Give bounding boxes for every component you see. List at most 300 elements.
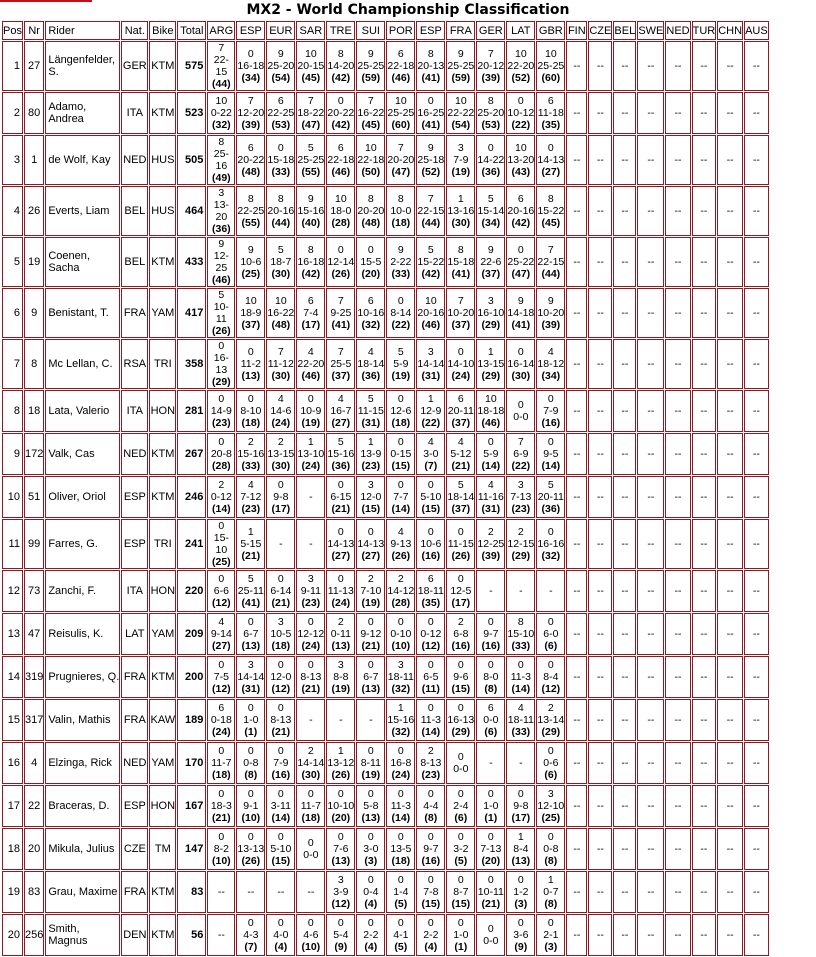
cell-round-result: --: [613, 41, 636, 91]
round-total: (12): [421, 640, 441, 652]
cell-nat: NED: [121, 433, 148, 475]
cell-round-result: [536, 742, 565, 784]
bonus-points: 5: [307, 142, 314, 154]
round-total: (27): [211, 640, 231, 652]
round-total: (6): [544, 769, 558, 781]
race-points: 7-13: [480, 843, 502, 855]
cell-round-result: [266, 135, 295, 185]
cell-round-result: [476, 914, 505, 956]
bonus-points: 10: [334, 193, 347, 205]
race-points: 12-25: [477, 538, 505, 550]
bonus-points: 0: [397, 788, 404, 800]
round-total: (5): [394, 941, 408, 953]
cell-nat: ITA: [121, 390, 148, 432]
round-total: (15): [451, 683, 471, 695]
race-points: 0-0: [513, 411, 529, 423]
cell-round-result: [356, 871, 385, 913]
cell-round-result: --: [717, 699, 743, 741]
bonus-points: 8: [307, 244, 314, 256]
cell-round-result: [356, 135, 385, 185]
cell-round-result: [506, 476, 535, 518]
cell-round-result: [446, 92, 475, 134]
cell-round-result: --: [637, 914, 664, 956]
cell-round-result: [476, 433, 505, 475]
cell-round-result: --: [744, 390, 769, 432]
round-total: (24): [391, 769, 411, 781]
cell-nr: 83: [24, 871, 44, 913]
round-total: (37): [241, 319, 261, 331]
cell-round-result: --: [692, 699, 717, 741]
round-total: (14): [271, 812, 291, 824]
round-total: (26): [331, 769, 351, 781]
cell-round-result: [236, 519, 265, 569]
round-total: (36): [211, 223, 231, 235]
race-points: 16-14: [507, 358, 535, 370]
cell-round-result: --: [236, 871, 265, 913]
bonus-points: 5: [547, 479, 554, 491]
race-points: 7-7: [393, 491, 409, 503]
cell-round-result: [506, 871, 535, 913]
race-points: 12-25: [213, 250, 229, 274]
race-points: 15-16: [297, 205, 325, 217]
race-points: 2-22: [390, 256, 412, 268]
race-points: 0-8: [543, 843, 559, 855]
cell-pos: 4: [2, 186, 23, 236]
race-points: 1-0: [483, 800, 499, 812]
race-points: 22-15: [417, 205, 445, 217]
bonus-points: 10: [544, 48, 557, 60]
cell-total: 147: [177, 828, 206, 870]
cell-round-result: --: [566, 92, 587, 134]
race-points: 11-15: [357, 405, 384, 417]
cell-round-result: --: [566, 519, 587, 569]
cell-total: 241: [177, 519, 206, 569]
bonus-points: 0: [487, 788, 494, 800]
race-points: 14-18: [507, 307, 535, 319]
race-points: 5-9: [483, 448, 499, 460]
rider-name-line: Lata, Valerio: [48, 405, 110, 417]
round-total: (29): [511, 550, 531, 562]
rider-name-line: Braceras, D.: [48, 800, 110, 812]
cell-round-result: [326, 785, 355, 827]
race-points: 15-5: [360, 256, 382, 268]
cell-round-result: [446, 613, 475, 655]
cell-round-result: --: [665, 519, 690, 569]
race-points: 6-8: [453, 628, 469, 640]
cell-round-result: --: [207, 914, 235, 956]
cell-round-result: --: [613, 390, 636, 432]
bonus-points: 0: [427, 95, 434, 107]
rider-name-line: Oliver, Oriol: [48, 491, 106, 503]
round-total: (52): [511, 72, 531, 84]
rider-name-line: Everts, Liam: [48, 205, 110, 217]
cell-total: 505: [177, 135, 206, 185]
bonus-points: 0: [427, 702, 434, 714]
bonus-points: 0: [427, 526, 434, 538]
round-total: (45): [361, 119, 381, 131]
cell-round-result: --: [637, 742, 664, 784]
round-total: (49): [211, 172, 231, 184]
race-points: 8-0: [483, 671, 499, 683]
bonus-points: 0: [218, 573, 225, 585]
cell-round-result: [416, 433, 445, 475]
race-points: 11-15: [447, 538, 474, 550]
race-points: 0-7: [543, 886, 559, 898]
bonus-points: 0: [427, 479, 434, 491]
cell-round-result: [207, 476, 235, 518]
race-points: 0-10: [390, 628, 412, 640]
cell-round-result: [296, 186, 325, 236]
cell-round-result: [296, 237, 325, 287]
round-total: (59): [451, 72, 471, 84]
cell-round-result: --: [692, 871, 717, 913]
round-total: (47): [391, 166, 411, 178]
bonus-points: 4: [367, 346, 374, 358]
round-total: (30): [451, 217, 471, 229]
round-total: (13): [241, 370, 261, 382]
cell-pos: 11: [2, 519, 23, 569]
cell-round-result: [266, 92, 295, 134]
cell-round-result: [386, 570, 415, 612]
round-total: (18): [271, 640, 291, 652]
race-points: 3-9: [333, 886, 349, 898]
cell-round-result: [326, 656, 355, 698]
round-total: (13): [331, 640, 351, 652]
bonus-points: 2: [247, 436, 254, 448]
round-total: (24): [451, 370, 471, 382]
race-points: 20-13: [417, 60, 445, 72]
header-round: BEL: [613, 21, 636, 40]
race-points: 7-6: [333, 843, 349, 855]
race-points: 11-2: [240, 358, 261, 370]
round-total: (40): [301, 217, 321, 229]
race-points: 1-0: [243, 714, 259, 726]
round-total: (8): [544, 855, 558, 867]
round-total: (34): [241, 72, 261, 84]
cell-rider: [45, 699, 120, 741]
cell-round-result: --: [207, 871, 235, 913]
cell-round-result: --: [266, 871, 295, 913]
cell-round-result: [266, 390, 295, 432]
cell-round-result: [236, 476, 265, 518]
cell-round-result: --: [613, 656, 636, 698]
bonus-points: 2: [487, 526, 494, 538]
cell-bike: KTM: [149, 41, 176, 91]
race-points: 20-22: [327, 107, 355, 119]
header-round: NED: [665, 21, 690, 40]
cell-round-result: [356, 785, 385, 827]
cell-round-result: --: [613, 433, 636, 475]
cell-round-result: [236, 914, 265, 956]
table-row: [2, 339, 769, 389]
cell-round-result: [386, 828, 415, 870]
race-points: 12-20: [237, 107, 265, 119]
bonus-points: 0: [457, 526, 464, 538]
race-points: 25-5: [330, 358, 352, 370]
race-points: 20-20: [357, 205, 385, 217]
cell-round-result: --: [613, 135, 636, 185]
cell-round-result: [536, 699, 565, 741]
cell-round-result: [476, 237, 505, 287]
round-total: (32): [391, 726, 411, 738]
header-rider: Rider: [45, 21, 120, 40]
bonus-points: 10: [274, 295, 287, 307]
bonus-points: 0: [367, 874, 374, 886]
cell-round-result: --: [665, 41, 690, 91]
round-total: (16): [421, 550, 441, 562]
cell-round-result: --: [637, 390, 664, 432]
round-total: (8): [244, 769, 258, 781]
race-points: 10-11: [477, 886, 504, 898]
race-points: 1-2: [513, 886, 529, 898]
cell-round-result: --: [637, 476, 664, 518]
table-row: [2, 699, 769, 741]
bonus-points: 0: [337, 95, 344, 107]
cell-round-result: --: [692, 476, 717, 518]
round-total: (15): [451, 898, 471, 910]
cell-round-result: [266, 237, 295, 287]
bonus-points: 8: [547, 193, 554, 205]
race-points: 10-20: [447, 307, 475, 319]
cell-round-result: --: [744, 914, 769, 956]
cell-round-result: --: [613, 186, 636, 236]
race-points: 4-6: [303, 929, 319, 941]
race-points: 12-12: [297, 628, 325, 640]
cell-round-result: [207, 613, 235, 655]
round-total: (39): [241, 119, 261, 131]
round-total: (34): [541, 370, 561, 382]
race-points: 6-14: [270, 585, 292, 597]
cell-round-result: --: [665, 785, 690, 827]
round-total: (13): [511, 855, 531, 867]
round-total: (15): [421, 503, 441, 515]
cell-round-result: --: [296, 871, 325, 913]
header-row: [2, 21, 769, 40]
round-total: (33): [391, 268, 411, 280]
round-total: (14): [541, 460, 561, 472]
cell-round-result: [356, 237, 385, 287]
round-total: (34): [481, 217, 501, 229]
bonus-points: 1: [307, 436, 314, 448]
cell-round-result: [386, 339, 415, 389]
bonus-points: 0: [517, 346, 524, 358]
cell-round-result: [356, 613, 385, 655]
cell-round-result: --: [566, 871, 587, 913]
bonus-points: 0: [337, 573, 344, 585]
bonus-points: 2: [367, 573, 374, 585]
cell-round-result: [446, 914, 475, 956]
cell-nr: 99: [24, 519, 44, 569]
race-points: 25-25: [357, 60, 385, 72]
round-total: (18): [301, 812, 321, 824]
cell-round-result: [296, 135, 325, 185]
race-points: 20-12: [477, 60, 505, 72]
bonus-points: 0: [307, 393, 314, 405]
race-points: 25-11: [237, 585, 264, 597]
rider-name-line: de Wolf, Kay: [48, 154, 111, 166]
race-points: 0-0: [483, 714, 499, 726]
cell-round-result: --: [588, 390, 612, 432]
bonus-points: 7: [307, 95, 314, 107]
cell-round-result: [296, 656, 325, 698]
header-round: AUS: [744, 21, 769, 40]
race-points: 7-8: [423, 886, 439, 898]
round-total: (45): [301, 72, 321, 84]
cell-round-result: [416, 742, 445, 784]
cell-round-result: [536, 433, 565, 475]
round-total: (26): [241, 855, 261, 867]
bonus-points: 0: [457, 702, 464, 714]
round-total: (41): [451, 268, 471, 280]
race-points: 12-15: [507, 538, 535, 550]
cell-round-result: [236, 135, 265, 185]
race-points: 16-13: [213, 352, 229, 376]
cell-round-result: -: [476, 742, 505, 784]
bonus-points: 7: [397, 142, 404, 154]
race-points: 4-3: [243, 929, 259, 941]
cell-rider: [45, 656, 120, 698]
cell-round-result: --: [692, 433, 717, 475]
cell-rider: [45, 135, 120, 185]
cell-round-result: [326, 742, 355, 784]
bonus-points: 0: [547, 616, 554, 628]
race-points: 22-22: [447, 107, 475, 119]
cell-round-result: --: [665, 914, 690, 956]
cell-round-result: --: [692, 237, 717, 287]
bonus-points: 2: [397, 573, 404, 585]
race-points: 20-15: [297, 60, 325, 72]
round-total: (18): [391, 217, 411, 229]
cell-round-result: [446, 742, 475, 784]
header-round: GBR: [536, 21, 565, 40]
cell-pos: 6: [2, 288, 23, 338]
round-total: (15): [421, 898, 441, 910]
cell-round-result: --: [637, 288, 664, 338]
cell-round-result: [266, 828, 295, 870]
race-points: 10-16: [357, 307, 385, 319]
cell-round-result: --: [637, 570, 664, 612]
bonus-points: 0: [247, 917, 254, 929]
bonus-points: 1: [547, 874, 554, 886]
cell-bike: KTM: [149, 433, 176, 475]
cell-round-result: --: [717, 135, 743, 185]
race-points: 20-11: [537, 491, 564, 503]
table-row: [2, 914, 769, 956]
race-points: 8-13: [300, 671, 322, 683]
race-points: 14-13: [537, 154, 565, 166]
bonus-points: 0: [367, 659, 374, 671]
bonus-points: 0: [397, 917, 404, 929]
cell-round-result: [296, 785, 325, 827]
cell-round-result: [416, 186, 445, 236]
round-total: (21): [301, 683, 321, 695]
cell-pos: 9: [2, 433, 23, 475]
cell-round-result: [236, 186, 265, 236]
page-title: MX2 - World Championship Classification: [246, 2, 570, 18]
cell-round-result: --: [692, 656, 717, 698]
race-points: 0-11: [330, 628, 351, 640]
race-points: 8-13: [270, 714, 292, 726]
round-total: (23): [511, 503, 531, 515]
cell-round-result: [296, 742, 325, 784]
cell-total: 170: [177, 742, 206, 784]
cell-round-result: [296, 92, 325, 134]
bonus-points: 9: [517, 295, 524, 307]
cell-round-result: [266, 914, 295, 956]
race-points: 25-18: [417, 154, 445, 166]
cell-round-result: [386, 871, 415, 913]
round-total: (33): [241, 460, 261, 472]
cell-round-result: --: [588, 656, 612, 698]
race-points: 22-15: [537, 256, 565, 268]
race-points: 7-13: [510, 491, 532, 503]
cell-round-result: [266, 288, 295, 338]
race-points: 13-13: [237, 843, 265, 855]
bonus-points: 6: [218, 702, 225, 714]
cell-round-result: --: [692, 570, 717, 612]
cell-total: 200: [177, 656, 206, 698]
cell-round-result: --: [588, 570, 612, 612]
race-points: 13-9: [360, 448, 382, 460]
race-points: 18-22: [297, 107, 325, 119]
bonus-points: 2: [457, 616, 464, 628]
cell-round-result: --: [613, 742, 636, 784]
bonus-points: 2: [547, 702, 554, 714]
bonus-points: 0: [247, 616, 254, 628]
cell-round-result: [476, 699, 505, 741]
race-points: 6-0: [543, 628, 559, 640]
rider-name-line: Farres, G.: [48, 538, 98, 550]
bonus-points: 6: [457, 393, 464, 405]
bonus-points: 1: [427, 393, 434, 405]
race-points: 13-15: [267, 448, 295, 460]
cell-round-result: --: [566, 742, 587, 784]
round-total: (8): [544, 898, 558, 910]
bonus-points: 0: [427, 831, 434, 843]
bonus-points: 8: [218, 136, 225, 148]
cell-rider: [45, 613, 120, 655]
round-total: (14): [511, 683, 531, 695]
cell-round-result: [326, 135, 355, 185]
bonus-points: 9: [427, 142, 434, 154]
round-total: (16): [481, 640, 501, 652]
cell-round-result: [236, 288, 265, 338]
round-total: (14): [211, 503, 231, 515]
cell-round-result: [506, 92, 535, 134]
bonus-points: 0: [427, 788, 434, 800]
race-points: 0-8: [243, 757, 259, 769]
cell-round-result: --: [744, 476, 769, 518]
cell-round-result: --: [717, 186, 743, 236]
cell-round-result: [506, 237, 535, 287]
cell-round-result: --: [566, 914, 587, 956]
round-total: (5): [394, 898, 408, 910]
race-points: 15-18: [447, 256, 475, 268]
round-total: (45): [541, 217, 561, 229]
cell-round-result: [236, 339, 265, 389]
bonus-points: 6: [367, 295, 374, 307]
cell-round-result: --: [566, 288, 587, 338]
bonus-points: 0: [277, 788, 284, 800]
bonus-points: 4: [277, 393, 284, 405]
race-points: 20-16: [507, 205, 535, 217]
cell-round-result: --: [692, 613, 717, 655]
cell-round-result: [326, 914, 355, 956]
cell-round-result: --: [637, 237, 664, 287]
cell-round-result: [386, 92, 415, 134]
round-total: (17): [511, 812, 531, 824]
race-points: 20-22: [237, 154, 265, 166]
